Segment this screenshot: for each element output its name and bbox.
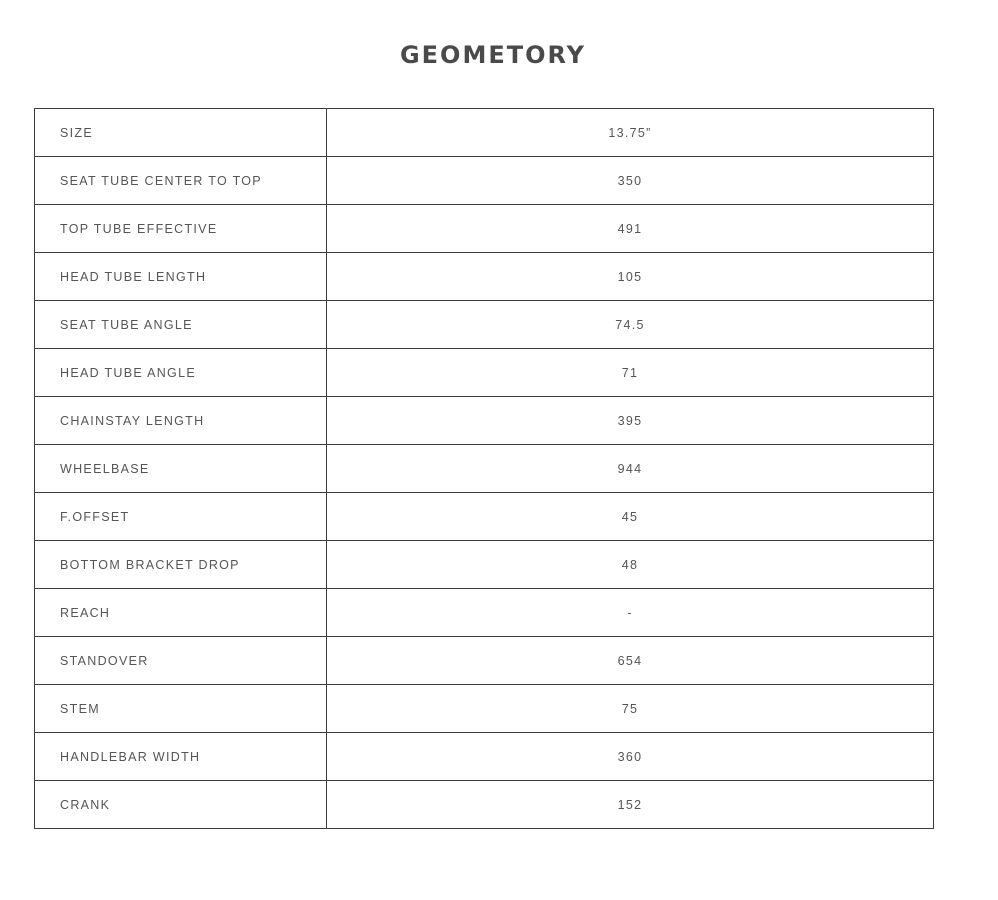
row-label: HANDLEBAR WIDTH (35, 733, 327, 781)
table-row (35, 157, 934, 205)
row-value: - (327, 589, 934, 637)
row-label: REACH (35, 589, 327, 637)
table-row (35, 733, 934, 781)
table-row (35, 685, 934, 733)
row-label: F.OFFSET (35, 493, 327, 541)
row-value: 944 (327, 445, 934, 493)
row-value: 71 (327, 349, 934, 397)
row-label: CHAINSTAY LENGTH (35, 397, 327, 445)
row-value: 654 (327, 637, 934, 685)
row-value: 75 (327, 685, 934, 733)
row-value: 350 (327, 157, 934, 205)
row-label: TOP TUBE EFFECTIVE (35, 205, 327, 253)
row-value: 152 (327, 781, 934, 829)
row-label: STEM (35, 685, 327, 733)
row-value: 395 (327, 397, 934, 445)
row-label: SIZE (35, 109, 327, 157)
table-row (35, 301, 934, 349)
table-row (35, 109, 934, 157)
row-label: SEAT TUBE ANGLE (35, 301, 327, 349)
geometry-table-body (35, 109, 934, 829)
table-row (35, 781, 934, 829)
row-label: BOTTOM BRACKET DROP (35, 541, 327, 589)
table-row (35, 541, 934, 589)
row-label: SEAT TUBE CENTER TO TOP (35, 157, 327, 205)
table-row (35, 445, 934, 493)
table-row (35, 493, 934, 541)
table-row (35, 589, 934, 637)
row-label: WHEELBASE (35, 445, 327, 493)
row-value: 74.5 (327, 301, 934, 349)
geometry-table (34, 108, 934, 829)
table-row (35, 637, 934, 685)
page-title: GEOMETORY (399, 41, 587, 69)
row-value: 105 (327, 253, 934, 301)
row-value: 13.75” (327, 109, 934, 157)
table-row (35, 205, 934, 253)
row-label: HEAD TUBE LENGTH (35, 253, 327, 301)
row-value: 48 (327, 541, 934, 589)
row-label: HEAD TUBE ANGLE (35, 349, 327, 397)
table-row (35, 397, 934, 445)
row-value: 491 (327, 205, 934, 253)
row-value: 45 (327, 493, 934, 541)
table-row (35, 349, 934, 397)
table-row (35, 253, 934, 301)
row-label: CRANK (35, 781, 327, 829)
row-label: STANDOVER (35, 637, 327, 685)
row-value: 360 (327, 733, 934, 781)
